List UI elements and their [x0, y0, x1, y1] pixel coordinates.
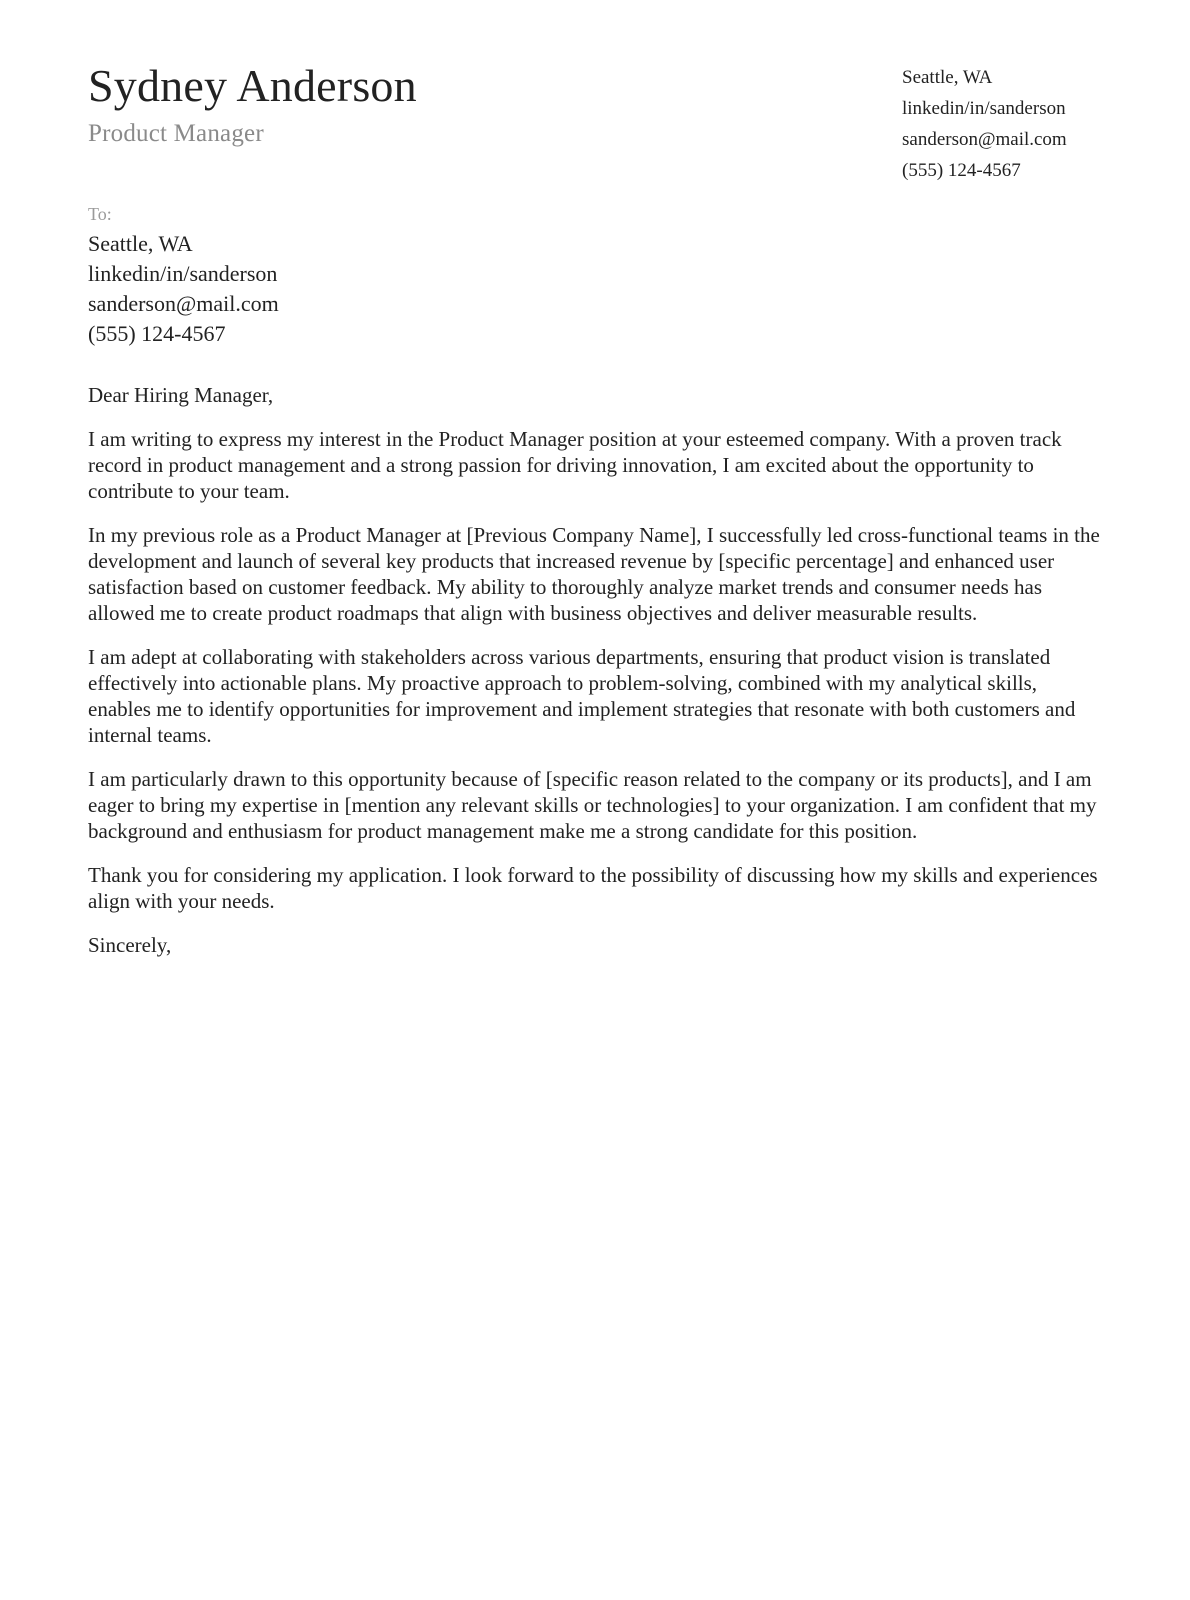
letter-body	[88, 382, 1102, 958]
paragraph-motivation: I am particularly drawn to this opportunity because of [specific reason related to the company or its products], and I am eager to bring my expertise in [mention any relevant skills or technologies] to your organization. I am confident that my background and enthusiasm for product management make me a strong candidate for this position.	[88, 767, 1097, 843]
paragraph-intro: I am writing to express my interest in the Product Manager position at your esteemed company. With a proven track record in product management and a strong passion for driving innovation, I am excited about the opportunity to contribute to your team.	[88, 427, 1062, 503]
letter-header	[88, 60, 1102, 186]
paragraph-experience: In my previous role as a Product Manager at [Previous Company Name], I successfully led cross-functional teams in the development and launch of several key products that increased revenue by [specific percentage] and enhanced user satisfaction based on customer feedback. My ability to thoroughly analyze market trends and consumer needs has allowed me to create product roadmaps that align with business objectives and deliver measurable results.	[88, 523, 1100, 625]
person-name: Sydney Anderson	[88, 60, 417, 111]
recipient-location: Seattle, WA	[88, 231, 193, 256]
contact-linkedin: linkedin/in/sanderson	[902, 98, 1066, 119]
recipient-phone: (555) 124-4567	[88, 321, 226, 346]
job-title: Product Manager	[88, 119, 264, 147]
paragraph-thanks: Thank you for considering my application. I look forward to the possibility of discussing how my skills and experiences align with your needs.	[88, 863, 1098, 913]
closing: Sincerely,	[88, 933, 172, 957]
recipient-linkedin: linkedin/in/sanderson	[88, 261, 278, 286]
paragraph-collaboration: I am adept at collaborating with stakeholders across various departments, ensuring that product vision is translated effectively into actionable plans. My proactive approach to problem-solving, combined with my analytical skills, enables me to identify opportunities for improvement and implement strategies that resonate with both customers and internal teams.	[88, 645, 1076, 747]
to-label: To:	[88, 204, 112, 224]
contact-email: sanderson@mail.com	[902, 129, 1067, 150]
identity-block	[88, 60, 417, 148]
recipient-block	[88, 199, 1102, 349]
contact-location: Seattle, WA	[902, 67, 993, 88]
contact-phone: (555) 124-4567	[902, 160, 1021, 181]
contact-block	[902, 62, 1102, 186]
recipient-email: sanderson@mail.com	[88, 291, 279, 316]
salutation: Dear Hiring Manager,	[88, 383, 274, 407]
